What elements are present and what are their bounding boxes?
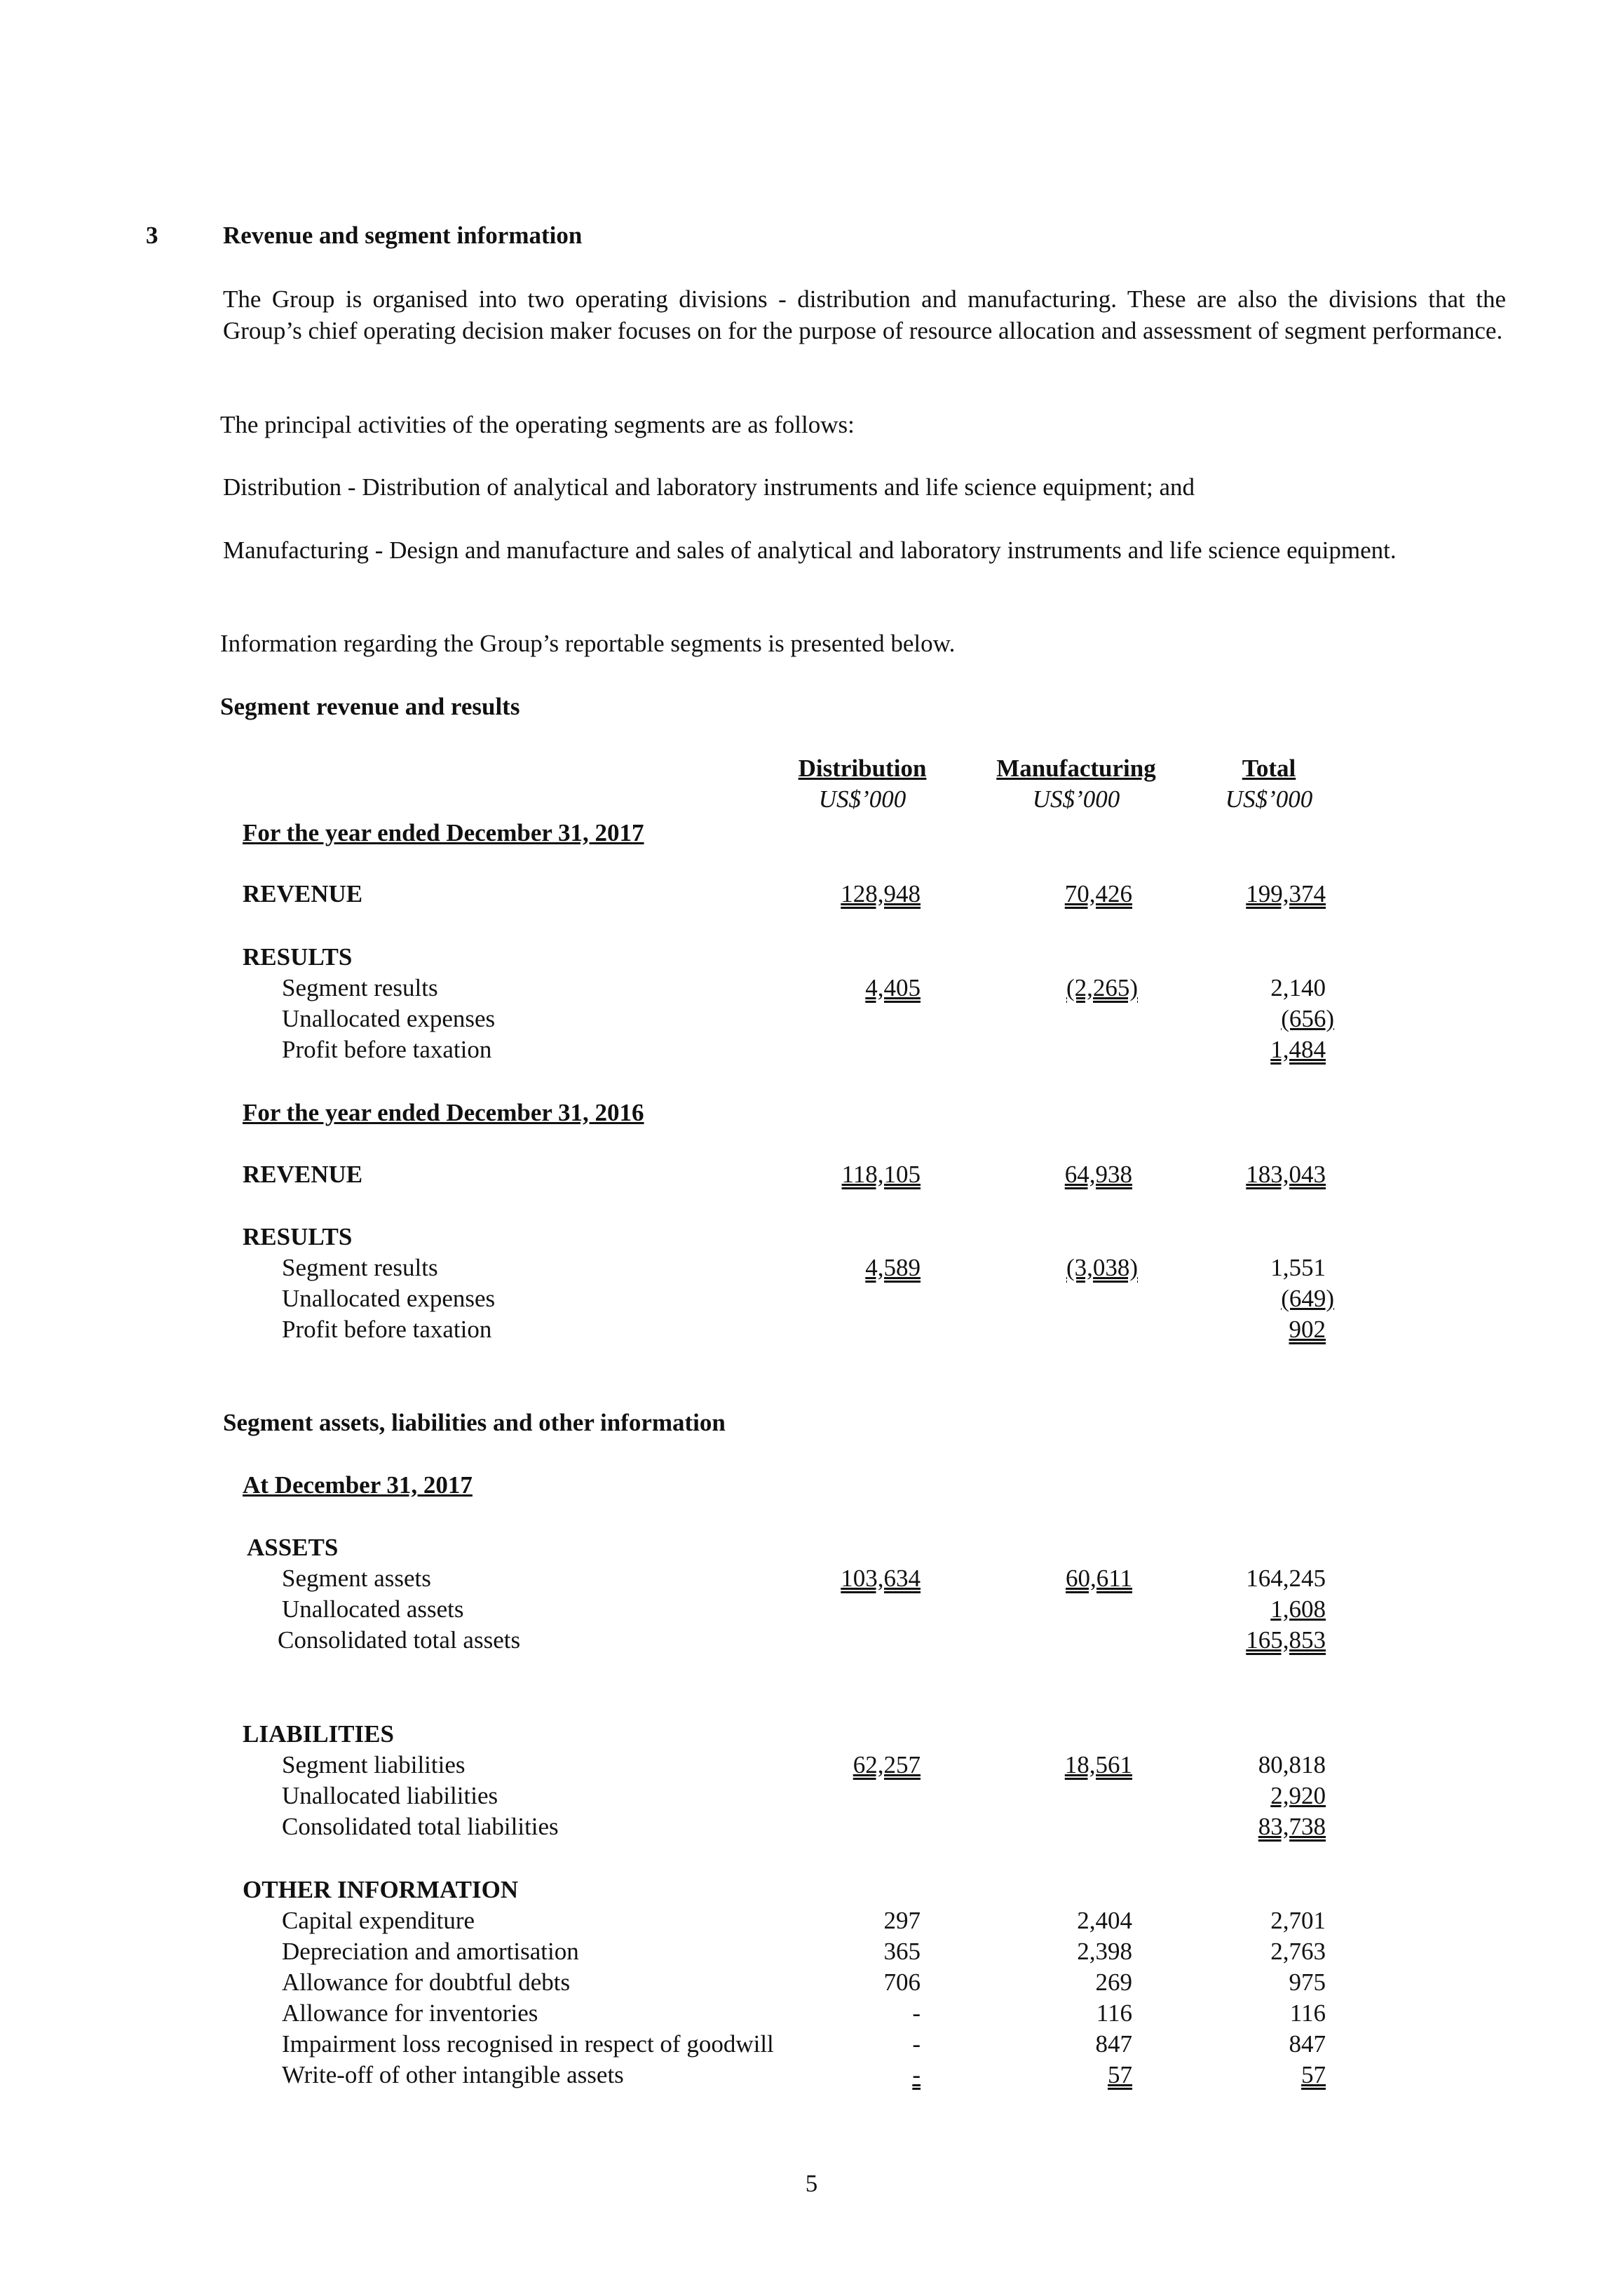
revenue-manufacturing-2016: 64,938 [1064, 1161, 1132, 1188]
column-unit-total: US$’000 [1225, 785, 1313, 813]
cell-total: 902 [1289, 1316, 1326, 1343]
cell-distribution: - [912, 2030, 921, 2058]
cell-total: 165,853 [1246, 1626, 1326, 1654]
row-label: Unallocated liabilities [282, 1782, 498, 1809]
cell-total: 2,140 [1270, 974, 1326, 1001]
revenue-total-2017: 199,374 [1246, 880, 1326, 907]
revenue-label-2017: REVENUE [243, 880, 363, 907]
cell-distribution: 4,589 [865, 1254, 921, 1281]
cell-total: 57 [1301, 2061, 1326, 2088]
cell-manufacturing: (2,265) [1066, 974, 1138, 1001]
cell-total: 116 [1289, 1999, 1326, 2027]
cell-total: 83,738 [1258, 1813, 1326, 1840]
row-label: Allowance for inventories [282, 1999, 538, 2027]
cell-total: 1,484 [1270, 1036, 1326, 1063]
cell-distribution: 4,405 [865, 974, 921, 1001]
revenue-results-heading: Segment revenue and results [220, 693, 520, 720]
page-number: 5 [805, 2170, 818, 2197]
period-2017: For the year ended December 31, 2017 [243, 819, 644, 846]
cell-total: 80,818 [1258, 1751, 1326, 1778]
cell-manufacturing: 269 [1095, 1969, 1132, 1996]
revenue-label-2016: REVENUE [243, 1161, 363, 1188]
revenue-manufacturing-2017: 70,426 [1064, 880, 1132, 907]
cell-distribution: 365 [883, 1938, 921, 1965]
row-label: Profit before taxation [282, 1316, 492, 1343]
cell-manufacturing: 116 [1096, 1999, 1132, 2027]
column-header-manufacturing: Manufacturing [996, 755, 1156, 782]
cell-manufacturing: 847 [1095, 2030, 1132, 2058]
cell-total: 975 [1289, 1969, 1326, 1996]
manufacturing-description: Manufacturing - Design and manufacture and sales of analytical and laboratory instruments and life science equipment. [223, 536, 1397, 564]
info-line: Information regarding the Group’s reportable segments is presented below. [220, 630, 956, 657]
other-information-label: OTHER INFORMATION [243, 1876, 519, 1903]
cell-distribution: 62,257 [853, 1751, 921, 1778]
cell-manufacturing: 60,611 [1066, 1565, 1132, 1592]
cell-manufacturing: 2,404 [1077, 1907, 1132, 1934]
row-label: Unallocated expenses [282, 1005, 496, 1032]
cell-manufacturing: 2,398 [1077, 1938, 1132, 1965]
cell-manufacturing: 57 [1108, 2061, 1132, 2088]
row-label: Unallocated assets [282, 1595, 464, 1623]
period-2016: For the year ended December 31, 2016 [243, 1099, 644, 1126]
row-label: Write-off of other intangible assets [282, 2061, 624, 2088]
distribution-description: Distribution - Distribution of analytical and laboratory instruments and life science equipment; and [223, 473, 1195, 501]
assets-liabilities-heading: Segment assets, liabilities and other information [223, 1409, 726, 1436]
row-label: Impairment loss recognised in respect of goodwill [282, 2030, 774, 2058]
results-label-2016: RESULTS [243, 1223, 353, 1250]
row-label: Consolidated total assets [278, 1626, 521, 1654]
cell-distribution: 103,634 [841, 1565, 921, 1592]
row-label: Consolidated total liabilities [282, 1813, 559, 1840]
liabilities-label: LIABILITIES [243, 1720, 394, 1748]
section-number: 3 [146, 222, 158, 249]
cell-distribution: 706 [883, 1969, 921, 1996]
row-label: Segment results [282, 1254, 438, 1281]
cell-total: (649) [1281, 1285, 1334, 1312]
results-label-2017: RESULTS [243, 943, 353, 971]
revenue-distribution-2017: 128,948 [841, 880, 921, 907]
column-unit-distribution: US$’000 [818, 785, 906, 813]
section-title: Revenue and segment information [223, 222, 583, 249]
intro-paragraph: The Group is organised into two operating divisions - distribution and manufacturing. These are also the divisions that the Group’s chief operating decision maker focuses on for the purpose of resource allocation and assessment of segment performance. [223, 285, 1506, 344]
cell-distribution: - [912, 2061, 921, 2088]
cell-total: 2,763 [1270, 1938, 1326, 1965]
cell-total: 2,920 [1270, 1782, 1326, 1809]
cell-total: (656) [1281, 1005, 1334, 1032]
cell-total: 164,245 [1246, 1565, 1326, 1592]
row-label: Depreciation and amortisation [282, 1938, 579, 1965]
cell-total: 847 [1289, 2030, 1326, 2058]
row-label: Segment assets [282, 1565, 431, 1592]
assets-label: ASSETS [247, 1534, 339, 1561]
revenue-total-2016: 183,043 [1246, 1161, 1326, 1188]
cell-distribution: 297 [883, 1907, 921, 1934]
cell-total: 1,608 [1270, 1595, 1326, 1623]
row-label: Capital expenditure [282, 1907, 475, 1934]
column-header-distribution: Distribution [798, 755, 927, 782]
column-unit-manufacturing: US$’000 [1032, 785, 1120, 813]
cell-manufacturing: 18,561 [1064, 1751, 1132, 1778]
row-label: Allowance for doubtful debts [282, 1969, 571, 1996]
revenue-distribution-2016: 118,105 [841, 1161, 921, 1188]
cell-distribution: - [912, 1999, 921, 2027]
row-label: Segment results [282, 974, 438, 1001]
principal-activities-text: The principal activities of the operating segments are as follows: [220, 411, 855, 438]
cell-total: 1,551 [1270, 1254, 1326, 1281]
cell-manufacturing: (3,038) [1066, 1254, 1138, 1281]
row-label: Segment liabilities [282, 1751, 466, 1778]
cell-total: 2,701 [1270, 1907, 1326, 1934]
row-label: Unallocated expenses [282, 1285, 496, 1312]
column-header-total: Total [1242, 755, 1296, 782]
period-at-2017: At December 31, 2017 [243, 1471, 473, 1499]
row-label: Profit before taxation [282, 1036, 492, 1063]
